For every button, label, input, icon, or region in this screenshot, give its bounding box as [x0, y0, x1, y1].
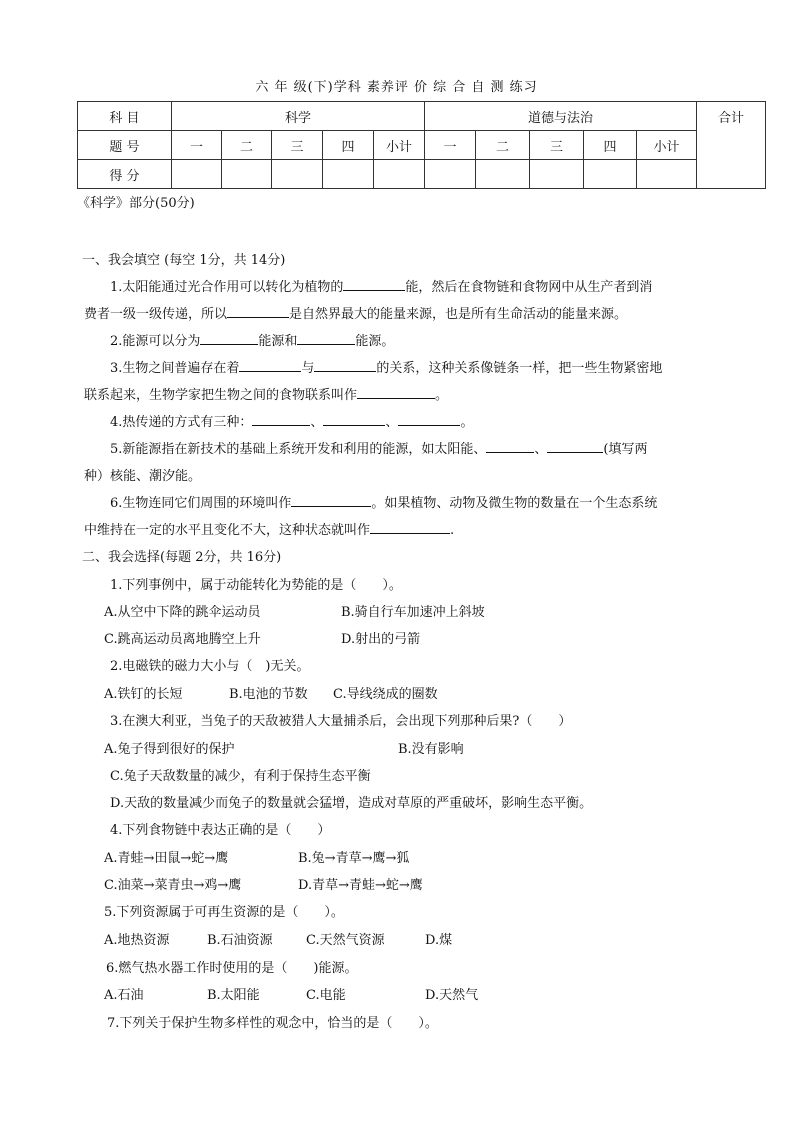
p1-q4: 4.热传递的方式有三种： 、 、 。: [110, 415, 474, 430]
score-cell[interactable]: [323, 160, 374, 189]
table-row-question-number: [78, 131, 766, 160]
p2-q6-option-b[interactable]: B.太阳能: [207, 988, 260, 1003]
score-table: [77, 101, 766, 189]
score-cell[interactable]: [584, 160, 637, 189]
score-cell[interactable]: [476, 160, 530, 189]
p2-q4-option-d[interactable]: D.青草→青蛙→蛇→鹰: [298, 878, 423, 893]
score-cell[interactable]: [637, 160, 697, 189]
score-cell[interactable]: [425, 160, 476, 189]
p1-q3-line1: 3.生物之间普遍存在着 与 的关系，这种关系像链条一样，把一些生物紧密地: [110, 361, 663, 376]
answer-blank[interactable]: [297, 332, 355, 345]
col-header: 二: [222, 131, 272, 160]
p2-q5-option-b[interactable]: B.石油资源: [207, 933, 273, 948]
ethics-header: 道德与法治: [425, 102, 697, 131]
answer-blank[interactable]: [252, 413, 310, 426]
p2-q4-option-a[interactable]: A.青蛙→田鼠→蛇→鹰: [104, 851, 229, 866]
question-number-label: 题 号: [78, 131, 172, 160]
p2-q2-option-c[interactable]: C.导线绕成的圈数: [333, 687, 438, 702]
col-header: 二: [476, 131, 530, 160]
score-cell[interactable]: [222, 160, 272, 189]
col-header: 三: [530, 131, 584, 160]
col-header: 小计: [637, 131, 697, 160]
score-cell[interactable]: [374, 160, 425, 189]
p1-q6-line1: 6.生物连同它们周围的环境叫作 。如果植物、动物及微生物的数量在一个生态系统: [110, 496, 658, 511]
table-row-score: [78, 160, 766, 189]
col-header: 一: [172, 131, 222, 160]
p2-q2-option-b[interactable]: B.电池的节数: [229, 687, 308, 702]
col-header: 四: [323, 131, 374, 160]
col-header: 三: [272, 131, 323, 160]
p2-q3-option-a[interactable]: A.兔子得到很好的保护: [104, 742, 235, 757]
answer-blank[interactable]: [200, 332, 258, 345]
section-note: 《科学》部分(50分): [77, 196, 195, 211]
answer-blank[interactable]: [227, 305, 289, 318]
p2-q6-option-c[interactable]: C.电能: [306, 988, 346, 1003]
p2-q4-stem: 4.下列食物链中表达正确的是（ ）: [110, 823, 331, 838]
p2-q7-stem: 7.下列关于保护生物多样性的观念中，恰当的是（ ）。: [107, 1016, 438, 1031]
part2-heading: 二、我会选择(每题 2分，共 16分): [82, 550, 282, 565]
p1-q5-line2: 种）核能、潮汐能。: [84, 469, 202, 484]
score-label: 得 分: [78, 160, 172, 189]
score-cell[interactable]: [172, 160, 222, 189]
p1-q2: 2.能源可以分为 能源和 能源。: [110, 334, 395, 349]
p2-q3-option-d[interactable]: D.天敌的数量减少而兔子的数量就会猛增，造成对草原的严重破坏，影响生态平衡。: [110, 796, 593, 811]
col-header: 四: [584, 131, 637, 160]
p2-q3-option-b[interactable]: B.没有影响: [398, 742, 464, 757]
p2-q1-option-b[interactable]: B.骑自行车加速冲上斜坡: [341, 605, 485, 620]
part1-heading: 一、我会填空 (每空 1分，共 14分): [82, 253, 286, 268]
p2-q6-option-d[interactable]: D.天然气: [425, 988, 479, 1003]
col-header: 小计: [374, 131, 425, 160]
p2-q6-option-a[interactable]: A.石油: [104, 988, 144, 1003]
answer-blank[interactable]: [370, 521, 450, 534]
p2-q5-option-d[interactable]: D.煤: [425, 933, 453, 948]
p1-q6-line2: 中维持在一定的水平且变化不大，这种状态就叫作 .: [84, 523, 455, 538]
answer-blank[interactable]: [239, 359, 301, 372]
p1-q1-line1: 1.太阳能通过光合作用可以转化为植物的 能，然后在食物链和食物网中从生产者到消: [110, 280, 653, 295]
answer-blank[interactable]: [343, 278, 405, 291]
p1-q5-line1: 5.新能源指在新技术的基础上系统开发和利用的能源，如太阳能、 、 (填写两: [110, 442, 648, 457]
p1-q1-line2: 费者一级一级传递，所以 是自然界最大的能量来源，也是所有生命活动的能量来源。: [84, 307, 628, 322]
p1-q3-line2: 联系起来，生物学家把生物之间的食物联系叫作 。: [84, 388, 449, 403]
p2-q3-stem: 3.在澳大利亚，当兔子的天敌被猎人大量捕杀后，会出现下列那种后果?（ ）: [110, 714, 572, 729]
answer-blank[interactable]: [486, 440, 534, 453]
col-header: 一: [425, 131, 476, 160]
p2-q1-option-d[interactable]: D.射出的弓箭: [341, 632, 421, 647]
p2-q3-option-c[interactable]: C.兔子天敌数量的减少，有利于保持生态平衡: [110, 769, 371, 784]
subject-label: 科 目: [78, 102, 172, 131]
table-row-subject: [78, 102, 766, 131]
total-header: 合计: [697, 102, 766, 189]
p2-q2-stem: 2.电磁铁的磁力大小与（ )无关。: [110, 659, 310, 674]
p2-q6-stem: 6.燃气热水器工作时使用的是（ )能源。: [106, 961, 358, 976]
answer-blank[interactable]: [314, 359, 376, 372]
p2-q1-option-a[interactable]: A.从空中下降的跳伞运动员: [104, 605, 261, 620]
score-cell[interactable]: [530, 160, 584, 189]
p2-q1-option-c[interactable]: C.跳高运动员离地腾空上升: [104, 632, 261, 647]
page-title: 六 年 级(下)学科 素养评 价 综 合 自 测 练习: [255, 80, 538, 95]
p2-q4-option-b[interactable]: B.兔→青草→鹰→狐: [298, 851, 410, 866]
answer-blank[interactable]: [357, 386, 435, 399]
p2-q4-option-c[interactable]: C.油菜→菜青虫→鸡→鹰: [104, 878, 242, 893]
answer-blank[interactable]: [291, 494, 371, 507]
p2-q5-option-c[interactable]: C.天然气资源: [306, 933, 385, 948]
answer-blank[interactable]: [398, 413, 460, 426]
p2-q1-stem: 1.下列事例中，属于动能转化为势能的是（ ）。: [110, 578, 402, 593]
p2-q5-option-a[interactable]: A.地热资源: [104, 933, 170, 948]
score-cell[interactable]: [272, 160, 323, 189]
answer-blank[interactable]: [547, 440, 603, 453]
p2-q5-stem: 5.下列资源属于可再生资源的是（ ）。: [104, 905, 344, 920]
science-header: 科学: [172, 102, 425, 131]
p2-q2-option-a[interactable]: A.铁钉的长短: [104, 687, 183, 702]
answer-blank[interactable]: [323, 413, 385, 426]
